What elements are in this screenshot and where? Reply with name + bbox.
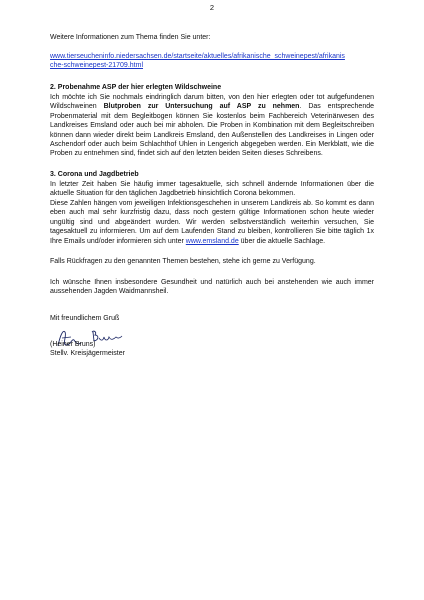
section-2-text-a: Ich möchte ich Sie nochmals eindringlich darum bitten, von den hier erlegten oder tot aufgefundenen Wildschweinen	[50, 94, 374, 111]
closing-greeting: Mit freundlichem Gruß	[50, 315, 120, 322]
section-2-paragraph	[50, 93, 374, 159]
section-2-heading: 2. Probenahme ASP der hier erlegten Wildschweine	[50, 84, 222, 91]
page-number: 2	[209, 3, 215, 12]
wishes-paragraph: Ich wünsche Ihnen insbesondere Gesundheit und natürlich auch bei anstehenden wie auch immer aussehenden Jagden Waidmannsheil.	[50, 279, 374, 296]
section-3-paragraph-2	[50, 199, 374, 246]
section-2-text-b: . Das entsprechende Probenmaterial mit dem Begleitbogen können Sie kostenlos beim Fachbereich Veterinärwesen des Landkreises Emsland oder auch bei mir abholen. Die Proben in Kombination mit dem Begleitschreiben können dann wieder direkt beim Landkreis Emsland, den Außenstellen des Landkreises in Lingen oder Aschendorf oder auch beim Schlachthof Uhlen in Lengerich abgegeben werden. Ein Merkblatt, wie die Proben zu entnehmen sind, findet sich auf den letzten beiden Seiten dieses Schreibens.	[50, 103, 374, 158]
signer-name: (Heiner Bruns)	[50, 341, 96, 348]
emsland-link[interactable]: www.emsland.de	[185, 237, 239, 245]
info-link[interactable]	[50, 52, 374, 71]
section-2-bold-text: Blutproben zur Untersuchung auf ASP zu nehmen	[103, 103, 300, 111]
info-link-line2[interactable]: che-schweinepest-21709.html	[50, 62, 143, 70]
signer-title: Stellv. Kreisjägermeister	[50, 350, 125, 357]
intro-text: Weitere Informationen zum Thema finden Sie unter:	[50, 34, 211, 41]
section-3-text-a: Diese Zahlen hängen vom jeweiligen Infektionsgeschehen in unserem Landkreis ab. So kommt es dann eben auch mal sehr kurzfristig dazu, dass noch gestern gültige Informationen schon heute wieder ungültig sind und abgeändert wurden. Wir werden selbstverständlich weiterhin versuchen, Sie tagesaktuell zu informieren. Um auf dem Laufenden Stand zu bleiben, kontrollieren Sie bitte täglich 1x Ihre Emails und/oder informieren sich unter	[50, 200, 374, 245]
section-3-text-b: über die aktuelle Sachlage.	[238, 237, 326, 245]
section-3-heading: 3. Corona und Jagdbetrieb	[50, 171, 139, 178]
info-link-line1[interactable]: www.tierseucheninfo.niedersachsen.de/startseite/aktuelles/afrikanische_schweinepest/afrikanis	[50, 53, 345, 60]
questions-paragraph: Falls Rückfragen zu den genannten Themen bestehen, stehe ich gerne zu Verfügung.	[50, 258, 316, 265]
section-3-paragraph-1: In letzter Zeit haben Sie häufig immer tagesaktuelle, sich schnell ändernde Informationen über die aktuelle Situation für den täglichen Jagdbetrieb hinsichtlich Corona bekommen.	[50, 181, 374, 198]
